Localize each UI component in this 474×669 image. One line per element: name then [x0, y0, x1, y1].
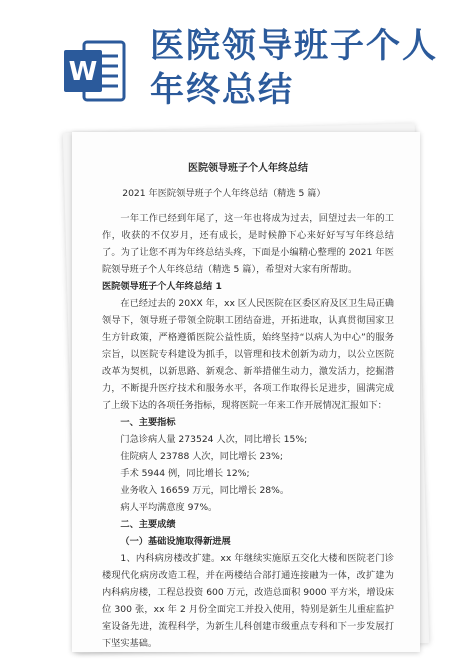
- intro-paragraph: 一年工作已经到年尾了，这一年也将成为过去，回望过去一年的工作，收获的不仅岁月，还有成长，是时候静下心来好好写写年终总结了。为了让您不再为年终总结头疼，下面是小编精心整理的 2021 年医院领导班子个人年终总结（精选 5 篇），希望对大家有所帮助。: [102, 213, 394, 275]
- metric-item: 业务收入 16659 万元，同比增长 28%。: [120, 485, 290, 496]
- banner-title-line2: 年终总结: [150, 70, 294, 110]
- section-heading: 医院领导班子个人年终总结 1: [102, 281, 222, 292]
- heading-main-achievements: 二、主要成绩: [120, 519, 176, 530]
- metric-item: 住院病人 23788 人次，同比增长 23%;: [120, 451, 283, 462]
- banner: [0, 0, 474, 130]
- document-subtitle: 2021 年医院领导班子个人年终总结（精选 5 篇）: [122, 188, 326, 199]
- word-icon: [62, 38, 128, 104]
- heading-main-indicators: 一、主要指标: [120, 417, 176, 428]
- metric-item: 门急诊病人量 273524 人次，同比增长 15%;: [120, 434, 308, 445]
- svg-text:W: W: [68, 57, 98, 87]
- metric-item: 手术 5944 例，同比增长 12%;: [120, 468, 250, 479]
- document-title: 医院领导班子个人年终总结: [188, 163, 308, 174]
- body-paragraph: 在已经过去的 20XX 年，xx 区人民医院在区委区府及区卫生局正确领导下，领导班子带领全院职工团结奋进，开拓进取，认真贯彻国家卫生方针政策，严格遵循医院公益性质，始终坚持“以病人为中心”的服务宗旨，以医院专科建设为抓手，以管理和技术创新为动力，以公立医院改革为契机，以新思路、新观念、新举措催生动力，激发活力，挖掘潜力，不断提升医疗技术和服务水平，各项工作取得长足进步，圆满完成了上级下达的各项任务指标，现将医院一年来工作开展情况汇报如下：: [102, 298, 394, 411]
- document-content: [102, 160, 394, 652]
- document-page: [72, 132, 420, 652]
- subheading-infrastructure: （一）基础设施取得新进展: [120, 536, 231, 547]
- body-paragraph: 1、内科病房楼改扩建。xx 年继续实施原五交化大楼和医院老门诊楼现代化病房改造工程，并在两楼结合部打通连接融为一体，改扩建为内科病房楼，工程总投资 600 万元，改造总面积 9000 平方米，增设床位 300 张，xx 年 2 月份全面完工并投入使用，特别是新生儿重症监护室设备先进，流程科学，为新生儿科创建市级重点专科和下一步发展打下坚实基础。: [102, 553, 394, 649]
- banner-title-line1: 医院领导班子个人: [150, 26, 438, 66]
- metric-item: 病人平均满意度 97%。: [120, 502, 218, 513]
- banner-title: [150, 24, 460, 112]
